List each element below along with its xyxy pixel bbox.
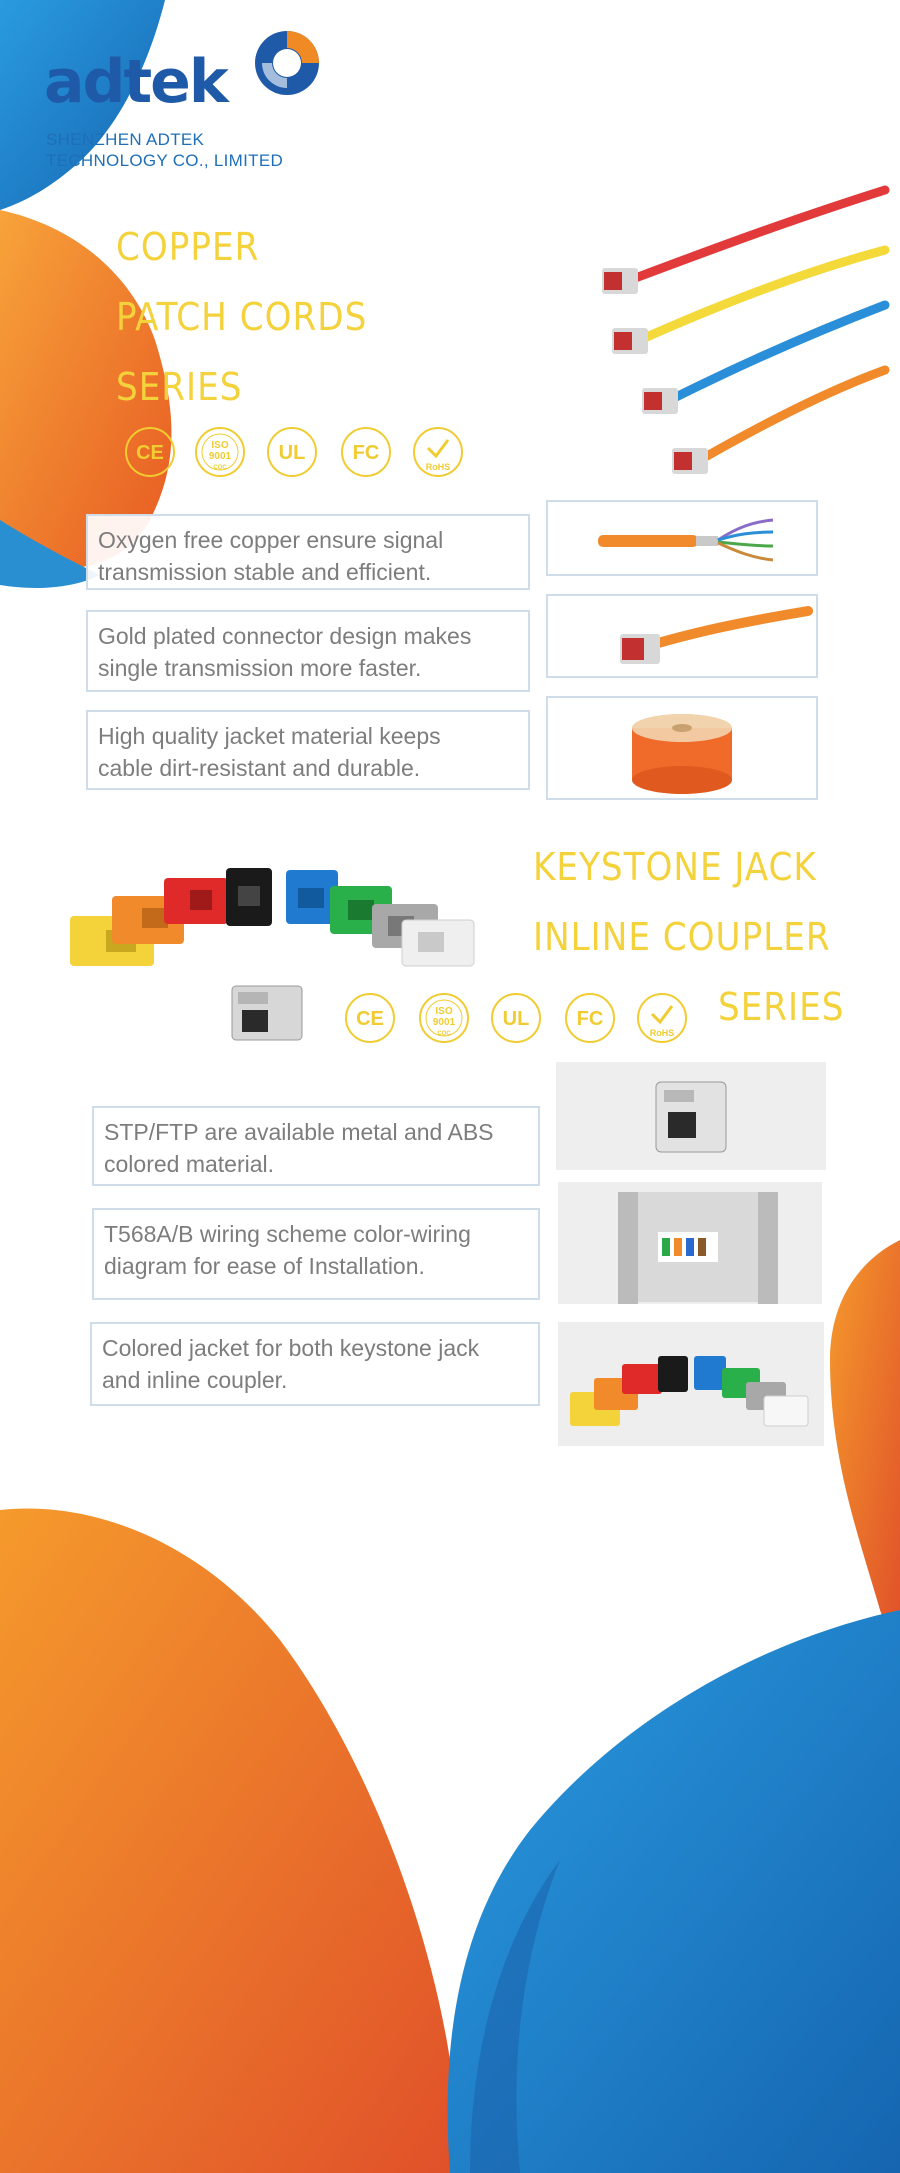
orange-cable-spool-photo <box>546 696 818 800</box>
patch-cords-product-photo <box>590 180 890 480</box>
copper-feature-1 <box>86 514 530 590</box>
svg-text:RoHS: RoHS <box>425 462 451 472</box>
shielded-keystone-jack-photo <box>556 1062 826 1170</box>
svg-text:9001: 9001 <box>208 451 232 462</box>
svg-text:UL: UL <box>502 1008 530 1030</box>
feature-text-line2: cable dirt-resistant and durable. <box>98 755 421 781</box>
ul-mark-icon <box>266 426 318 478</box>
company-name-line2: TECHNOLOGY CO., LIMITED <box>46 151 284 170</box>
svg-text:ISO: ISO <box>435 1006 453 1017</box>
metal-keystone-jack-photo <box>226 976 310 1046</box>
rohs-mark-icon <box>412 426 464 478</box>
iso-9001-icon <box>418 992 470 1044</box>
orange-rj45-connector-photo <box>546 594 818 678</box>
svg-text:ISO: ISO <box>211 440 229 451</box>
brand-logo-swirl-icon <box>252 28 322 98</box>
svg-text:RoHS: RoHS <box>649 1028 675 1038</box>
copper-feature-2 <box>86 610 530 692</box>
svg-text:CE: CE <box>356 1008 384 1030</box>
iso-9001-icon <box>194 426 246 478</box>
fcc-mark-icon <box>564 992 616 1044</box>
feature-text-line1: High quality jacket material keeps <box>98 723 441 749</box>
svg-text:9001: 9001 <box>432 1017 456 1028</box>
feature-text-line1: T568A/B wiring scheme color-wiring <box>104 1221 471 1247</box>
svg-text:UL: UL <box>278 442 306 464</box>
ce-mark-icon <box>124 426 176 478</box>
rohs-mark-icon <box>636 992 688 1044</box>
feature-text-line1: Oxygen free copper ensure signal <box>98 527 444 553</box>
wiring-diagram-closeup-photo <box>558 1182 822 1304</box>
feature-text-line1: Gold plated connector design makes <box>98 623 472 649</box>
feature-text-line2: colored material. <box>104 1151 275 1177</box>
copper-heading-line2: PATCH CORDS <box>116 295 368 339</box>
keystone-heading-line2: INLINE COUPLER <box>533 915 831 959</box>
feature-text-line1: Colored jacket for both keystone jack <box>102 1335 480 1361</box>
bottom-orange-shape <box>0 1509 460 2173</box>
feature-text-line2: single transmission more faster. <box>98 655 422 681</box>
brand-logo-wordmark: adtek <box>44 47 227 117</box>
fcc-mark-icon <box>340 426 392 478</box>
svg-text:CQC: CQC <box>213 465 227 471</box>
feature-text-line1: STP/FTP are available metal and ABS <box>104 1119 494 1145</box>
stripped-copper-cable-photo <box>546 500 818 576</box>
keystone-heading-line3: SERIES <box>718 985 845 1029</box>
ce-mark-icon <box>344 992 396 1044</box>
feature-text-line2: and inline coupler. <box>102 1367 288 1393</box>
svg-text:FC: FC <box>576 1008 604 1030</box>
keystone-feature-3 <box>90 1322 540 1406</box>
svg-text:CQC: CQC <box>437 1031 451 1037</box>
copper-heading-line3: SERIES <box>116 365 243 409</box>
right-orange-shape <box>830 1240 900 1650</box>
keystone-feature-2 <box>92 1208 540 1300</box>
feature-text-line2: transmission stable and efficient. <box>98 559 432 585</box>
svg-text:FC: FC <box>352 442 380 464</box>
keystone-feature-1 <box>92 1106 540 1186</box>
feature-text-line2: diagram for ease of Installation. <box>104 1253 425 1279</box>
colored-keystone-couplers-photo <box>66 846 496 976</box>
keystone-heading-line1: KEYSTONE JACK <box>533 845 817 889</box>
ul-mark-icon <box>490 992 542 1044</box>
colored-couplers-photo <box>558 1322 824 1446</box>
svg-text:CE: CE <box>136 442 164 464</box>
company-name-line1: SHENZHEN ADTEK <box>46 130 205 149</box>
copper-heading-line1: COPPER <box>116 225 260 269</box>
copper-feature-3 <box>86 710 530 790</box>
